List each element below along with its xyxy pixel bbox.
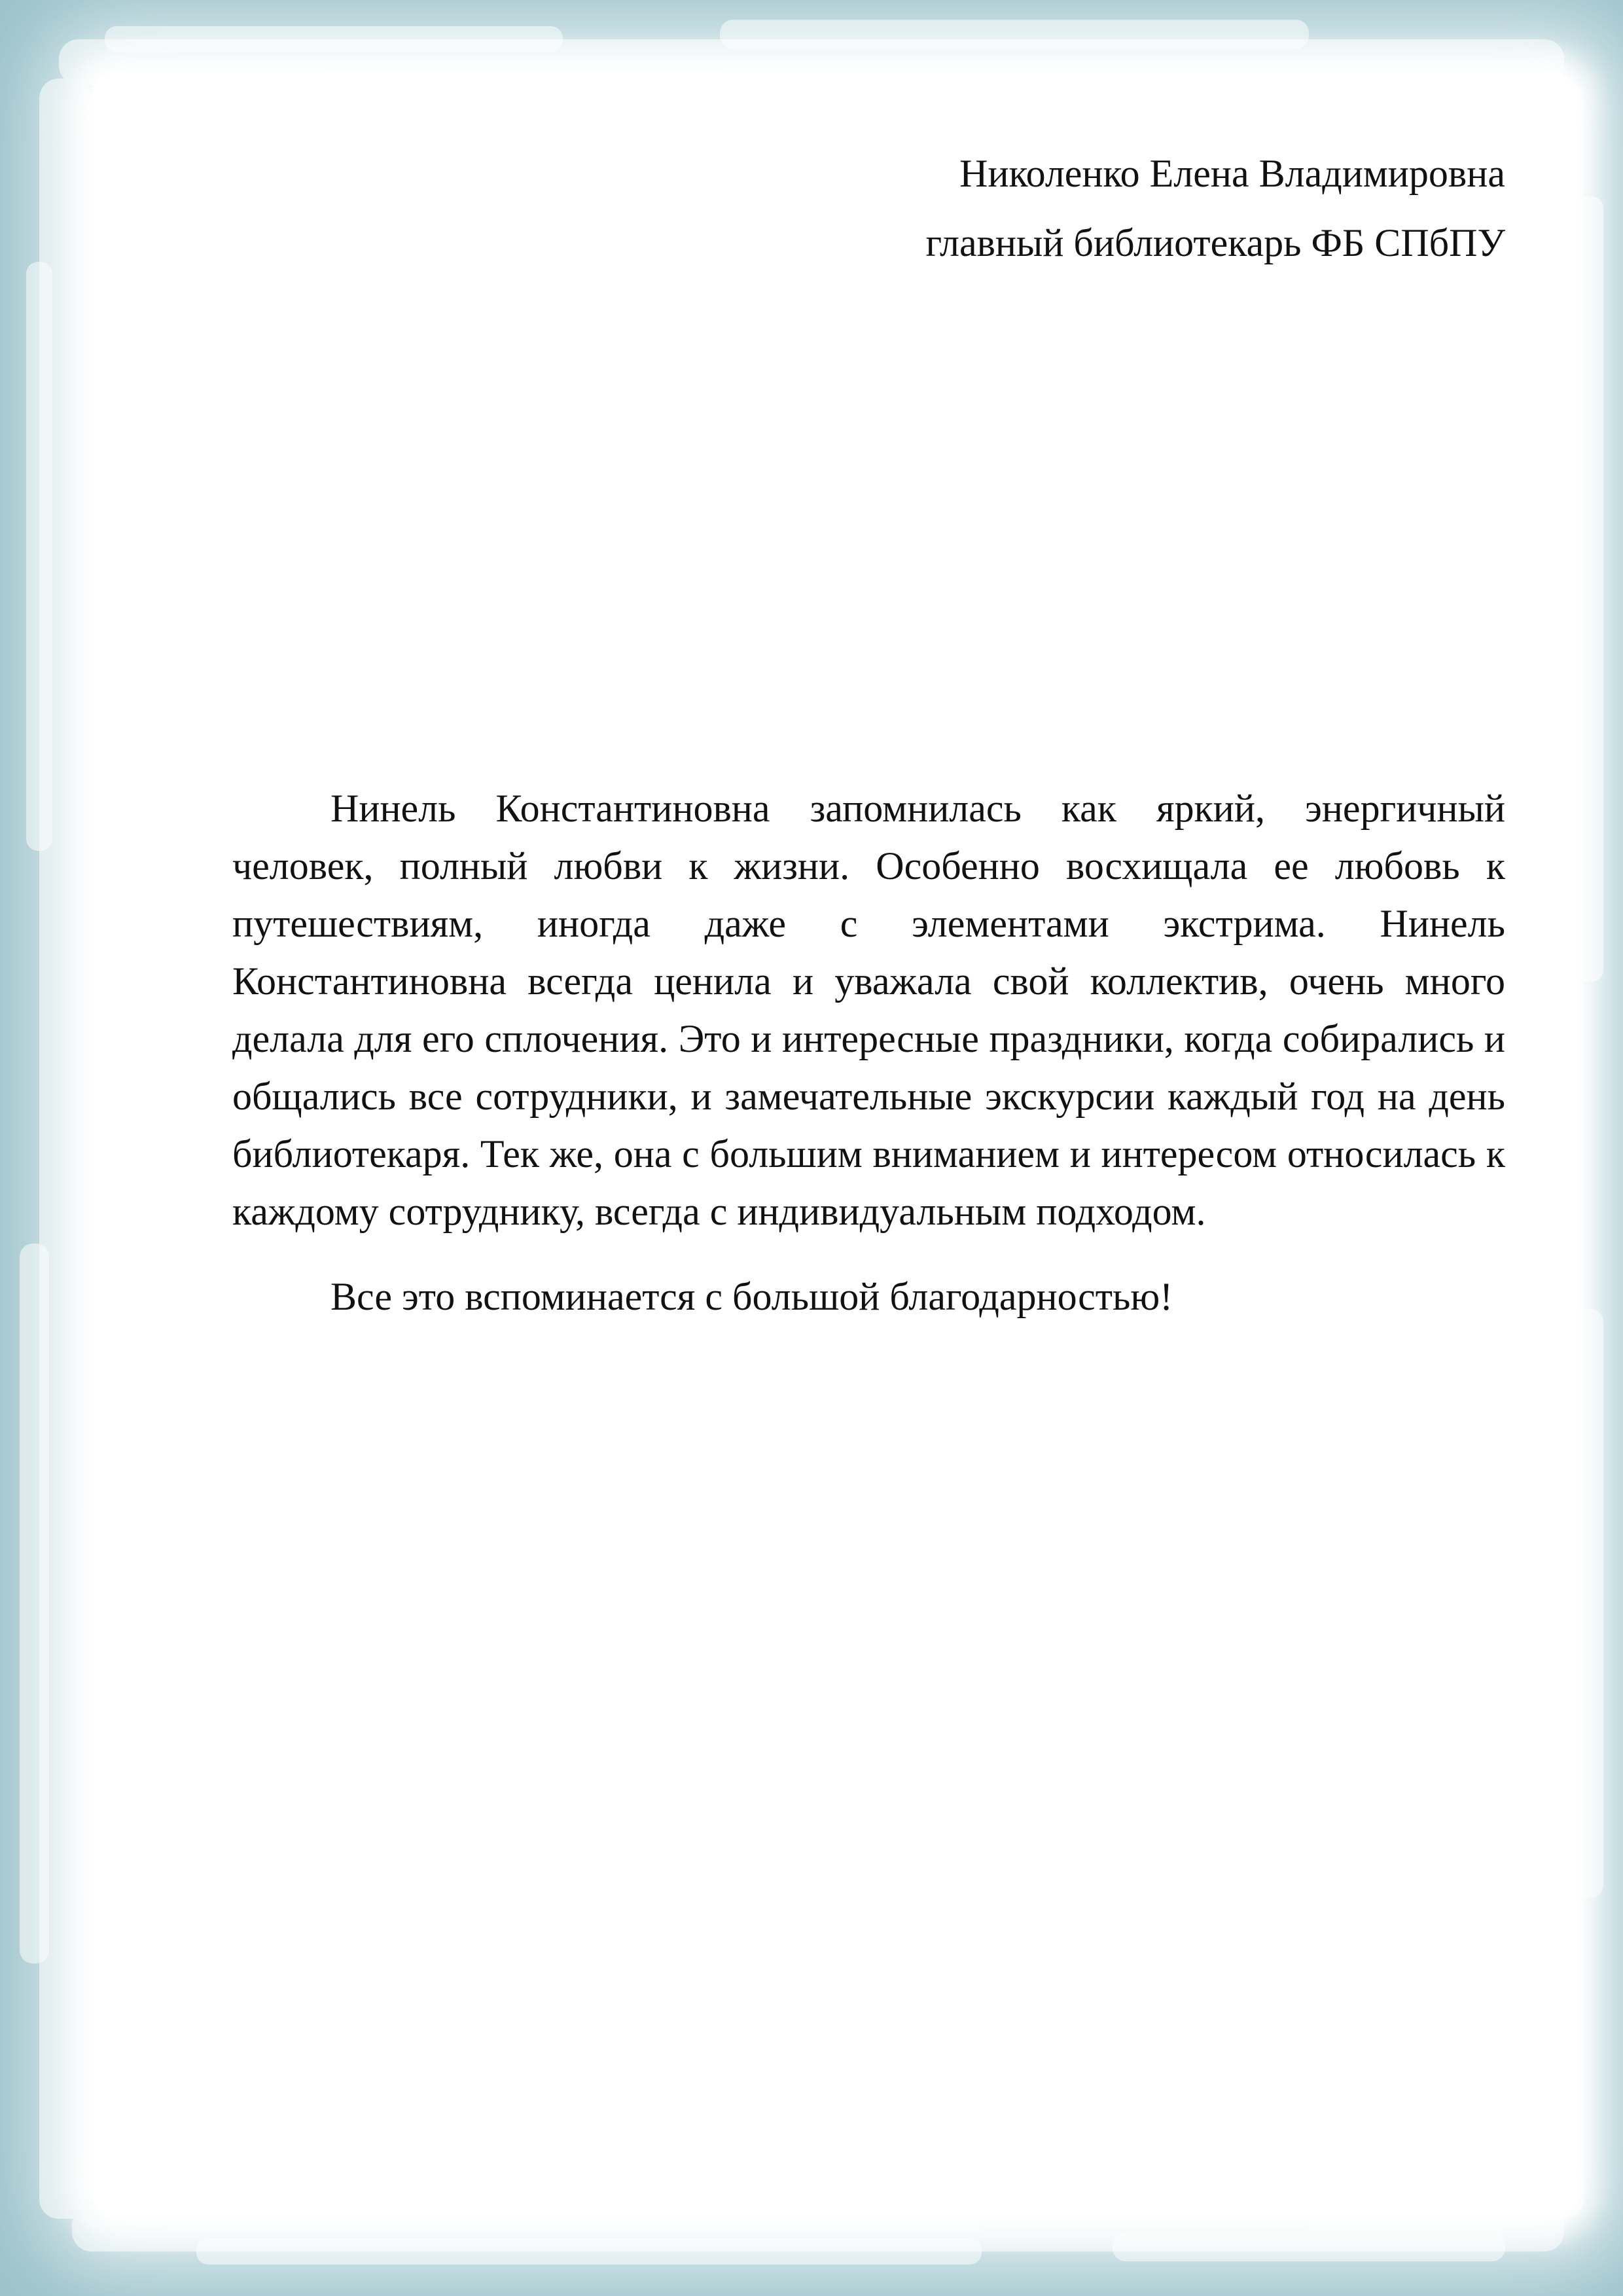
paragraph-memory: Нинель Константиновна запомнилась как яркий, энергичный человек, полный любви к жизни. Особенно восхищала ее любовь к путешествиям, иногда даже с элементами экстрима. Нинель Константиновна всегда ценила и уважала свой коллектив, очень много делала для его сплочения. Это и интересные праздники, когда собирались и общались все сотрудники, и замечательные экскурсии каждый год на день библиотекаря. Тек же, она с большим вниманием и интересом относилась к каждому сотруднику, всегда с индивидуальным подходом. (232, 787, 1505, 1233)
author-block (232, 144, 1505, 272)
body-text (232, 780, 1505, 1325)
author-position: главный библиотекарь ФБ СПбПУ (925, 221, 1505, 264)
document-content (232, 144, 1505, 1353)
author-name: Николенко Елена Владимировна (959, 152, 1505, 195)
paragraph-gratitude: Все это вспоминается с большой благодарностью! (330, 1275, 1173, 1318)
